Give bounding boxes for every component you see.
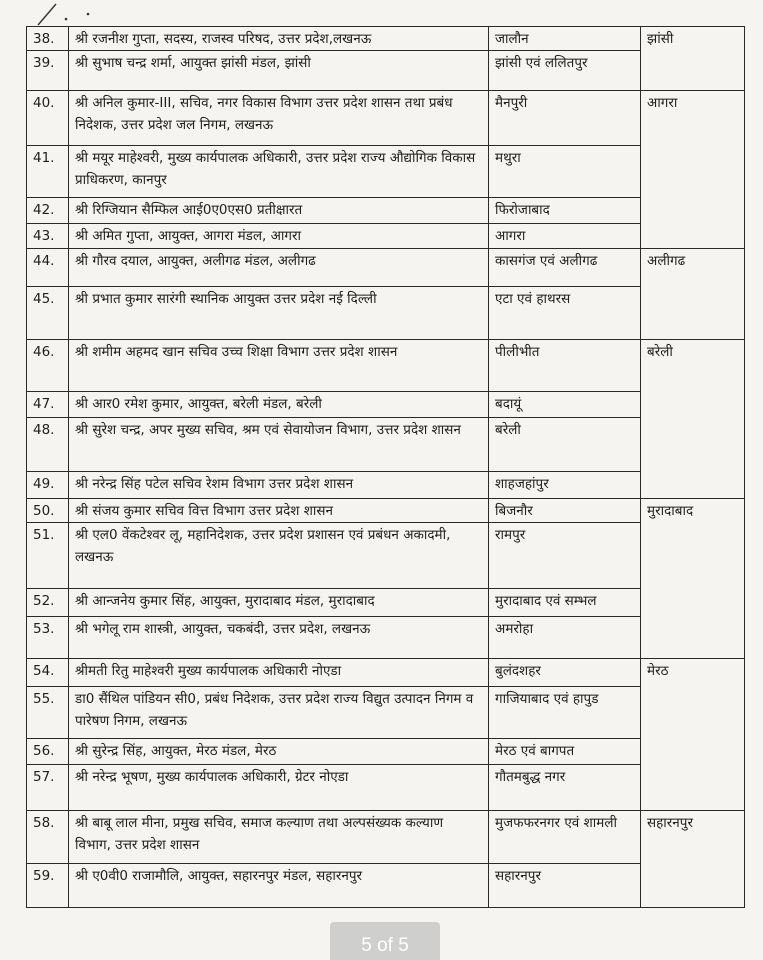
serial-number: 55. [27, 687, 69, 739]
table-row [27, 472, 745, 499]
officer-cell: श्री संजय कुमार सचिव वित्त विभाग उत्तर प्रदेश शासन [69, 499, 489, 523]
division-cell-saharanpur: सहारनपुर [641, 811, 745, 908]
serial-number: 59. [27, 864, 69, 908]
district-cell: मेरठ एवं बागपत [489, 739, 641, 765]
district-cell: रामपुर [489, 523, 641, 589]
serial-number: 45. [27, 287, 69, 340]
district-cell: मुजफफरनगर एवं शामली [489, 811, 641, 864]
division-cell-aligarh: अलीगढ [641, 249, 745, 340]
officer-cell: श्री सुभाष चन्द्र शर्मा, आयुक्त झांसी मंडल, झांसी [69, 51, 489, 91]
officers-table [26, 26, 745, 908]
division-cell-jhansi: झांसी [641, 27, 745, 91]
officer-cell: श्रीमती रितु माहेश्वरी मुख्य कार्यपालक अधिकारी नोएडा [69, 659, 489, 687]
district-cell: मैनपुरी [489, 91, 641, 146]
officer-cell: श्री एल0 वेंकटेश्वर लू, महानिदेशक, उत्तर प्रदेश प्रशासन एवं प्रबंधन अकादमी, लखनऊ [69, 523, 489, 589]
district-cell: अमरोहा [489, 617, 641, 659]
serial-number: 48. [27, 418, 69, 472]
table-row [27, 811, 745, 864]
serial-number: 58. [27, 811, 69, 864]
officer-cell: श्री रिग्जियान सैम्फिल आई0ए0एस0 प्रतीक्षारत [69, 198, 489, 224]
page-indicator: 5 of 5 [330, 922, 440, 960]
table-row [27, 659, 745, 687]
table-row [27, 739, 745, 765]
table-row [27, 340, 745, 392]
table-row [27, 287, 745, 340]
division-cell-meerut: मेरठ [641, 659, 745, 811]
division-cell-bareilly: बरेली [641, 340, 745, 499]
serial-number: 53. [27, 617, 69, 659]
district-cell: मुरादाबाद एवं सम्भल [489, 589, 641, 617]
table-row [27, 765, 745, 811]
table-row [27, 864, 745, 908]
officer-cell: श्री नरेन्द्र भूषण, मुख्य कार्यपालक अधिकारी, ग्रेटर नोएडा [69, 765, 489, 811]
officer-cell: श्री सुरेश चन्द्र, अपर मुख्य सचिव, श्रम एवं सेवायोजन विभाग, उत्तर प्रदेश शासन [69, 418, 489, 472]
district-cell: झांसी एवं ललितपुर [489, 51, 641, 91]
serial-number: 47. [27, 392, 69, 418]
table-row [27, 249, 745, 287]
district-cell: बुलंदशहर [489, 659, 641, 687]
district-cell: फिरोजाबाद [489, 198, 641, 224]
table-row [27, 51, 745, 91]
serial-number: 56. [27, 739, 69, 765]
division-cell-agra: आगरा [641, 91, 745, 249]
serial-number: 54. [27, 659, 69, 687]
officer-cell: श्री भगेलू राम शास्त्री, आयुक्त, चकबंदी, उत्तर प्रदेश, लखनऊ [69, 617, 489, 659]
serial-number: 41. [27, 146, 69, 198]
officer-cell: श्री आन्जनेय कुमार सिंह, आयुक्त, मुरादाबाद मंडल, मुरादाबाद [69, 589, 489, 617]
officer-cell: श्री बाबू लाल मीना, प्रमुख सचिव, समाज कल्याण तथा अल्पसंख्यक कल्याण विभाग, उत्तर प्रदेश शासन [69, 811, 489, 864]
serial-number: 43. [27, 224, 69, 249]
officer-cell: श्री रजनीश गुप्ता, सदस्य, राजस्व परिषद, उत्तर प्रदेश,लखनऊ [69, 27, 489, 51]
officer-cell: श्री अमित गुप्ता, आयुक्त, आगरा मंडल, आगरा [69, 224, 489, 249]
serial-number: 50. [27, 499, 69, 523]
district-cell: सहारनपुर [489, 864, 641, 908]
officer-cell: श्री गौरव दयाल, आयुक्त, अलीगढ मंडल, अलीगढ [69, 249, 489, 287]
officer-cell: श्री शमीम अहमद खान सचिव उच्च शिक्षा विभाग उत्तर प्रदेश शासन [69, 340, 489, 392]
officer-cell: श्री सुरेन्द्र सिंह, आयुक्त, मेरठ मंडल, मेरठ [69, 739, 489, 765]
district-cell: गौतमबुद्ध नगर [489, 765, 641, 811]
serial-number: 46. [27, 340, 69, 392]
district-cell: मथुरा [489, 146, 641, 198]
table-row [27, 198, 745, 224]
officer-cell: श्री ए0वी0 राजामौलि, आयुक्त, सहारनपुर मंडल, सहारनपुर [69, 864, 489, 908]
table-row [27, 91, 745, 146]
table-row [27, 224, 745, 249]
page-edge-mark [36, 0, 106, 26]
district-cell: बदायूं [489, 392, 641, 418]
district-cell: आगरा [489, 224, 641, 249]
serial-number: 51. [27, 523, 69, 589]
district-cell: बरेली [489, 418, 641, 472]
serial-number: 38. [27, 27, 69, 51]
table-row [27, 146, 745, 198]
serial-number: 42. [27, 198, 69, 224]
serial-number: 40. [27, 91, 69, 146]
district-cell: शाहजहांपुर [489, 472, 641, 499]
district-cell: जालौन [489, 27, 641, 51]
serial-number: 44. [27, 249, 69, 287]
table-row [27, 418, 745, 472]
division-cell-moradabad: मुरादाबाद [641, 499, 745, 659]
district-cell: कासगंज एवं अलीगढ [489, 249, 641, 287]
officer-cell: श्री प्रभात कुमार सारंगी स्थानिक आयुक्त उत्तर प्रदेश नई दिल्ली [69, 287, 489, 340]
table-row [27, 687, 745, 739]
table-row [27, 27, 745, 51]
serial-number: 39. [27, 51, 69, 91]
table-row [27, 499, 745, 523]
district-cell: एटा एवं हाथरस [489, 287, 641, 340]
table-row [27, 617, 745, 659]
officer-cell: श्री नरेन्द्र सिंह पटेल सचिव रेशम विभाग उत्तर प्रदेश शासन [69, 472, 489, 499]
serial-number: 57. [27, 765, 69, 811]
table-row [27, 523, 745, 589]
district-cell: पीलीभीत [489, 340, 641, 392]
officer-cell: श्री आर0 रमेश कुमार, आयुक्त, बरेली मंडल, बरेली [69, 392, 489, 418]
officer-cell: डा0 सैंथिल पांडियन सी0, प्रबंध निदेशक, उत्तर प्रदेश राज्य विद्युत उत्पादन निगम व पारेषण निगम, लखनऊ [69, 687, 489, 739]
serial-number: 52. [27, 589, 69, 617]
district-cell: गाजियाबाद एवं हापुड [489, 687, 641, 739]
officer-cell: श्री मयूर माहेश्वरी, मुख्य कार्यपालक अधिकारी, उत्तर प्रदेश राज्य औद्योगिक विकास प्राधिकरण, कानपुर [69, 146, 489, 198]
table-row [27, 392, 745, 418]
table-row [27, 589, 745, 617]
officer-cell: श्री अनिल कुमार-III, सचिव, नगर विकास विभाग उत्तर प्रदेश शासन तथा प्रबंध निदेशक, उत्तर प्रदेश जल निगम, लखनऊ [69, 91, 489, 146]
serial-number: 49. [27, 472, 69, 499]
district-cell: बिजनौर [489, 499, 641, 523]
